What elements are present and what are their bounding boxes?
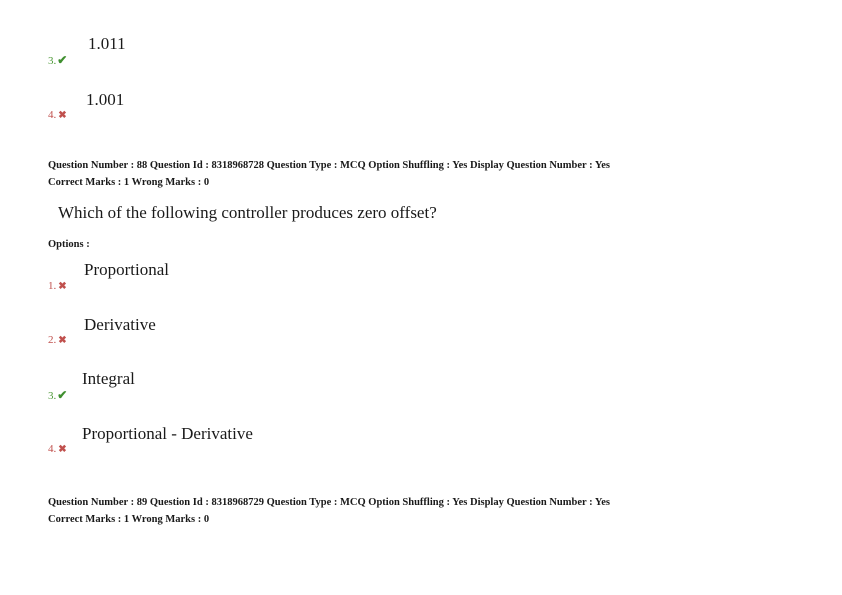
option-number: 3.✔ — [48, 388, 68, 402]
option-text: 1.011 — [88, 34, 126, 53]
option-number: 3.✔ — [48, 53, 68, 67]
cross-icon: ✖ — [58, 444, 67, 455]
check-icon: ✔ — [57, 388, 68, 402]
option-text: Proportional - Derivative — [82, 424, 253, 443]
question-marks: Correct Marks : 1 Wrong Marks : 0 — [48, 177, 210, 188]
options-label: Options : — [48, 239, 90, 250]
cross-icon: ✖ — [58, 110, 67, 121]
option-text: Derivative — [84, 315, 156, 334]
option-text: Integral — [82, 369, 135, 388]
question-meta: Question Number : 88 Question Id : 8318968728 Question Type : MCQ Option Shuffling : Yes Display Question Number : Yes — [48, 160, 611, 171]
option-number: 1. ✖ — [48, 280, 67, 292]
option-text: 1.001 — [86, 90, 125, 109]
option-text: Proportional — [84, 260, 169, 279]
option-number: 2. ✖ — [48, 334, 67, 346]
cross-icon: ✖ — [58, 335, 67, 346]
check-icon: ✔ — [57, 53, 68, 67]
cross-icon: ✖ — [58, 281, 67, 292]
option-number: 4. ✖ — [48, 443, 67, 455]
option-number: 4. ✖ — [48, 109, 67, 121]
question-meta: Question Number : 89 Question Id : 8318968729 Question Type : MCQ Option Shuffling : Yes Display Question Number : Yes — [48, 497, 611, 508]
question-marks: Correct Marks : 1 Wrong Marks : 0 — [48, 514, 210, 525]
question-text: Which of the following controller produces zero offset? — [58, 203, 437, 222]
